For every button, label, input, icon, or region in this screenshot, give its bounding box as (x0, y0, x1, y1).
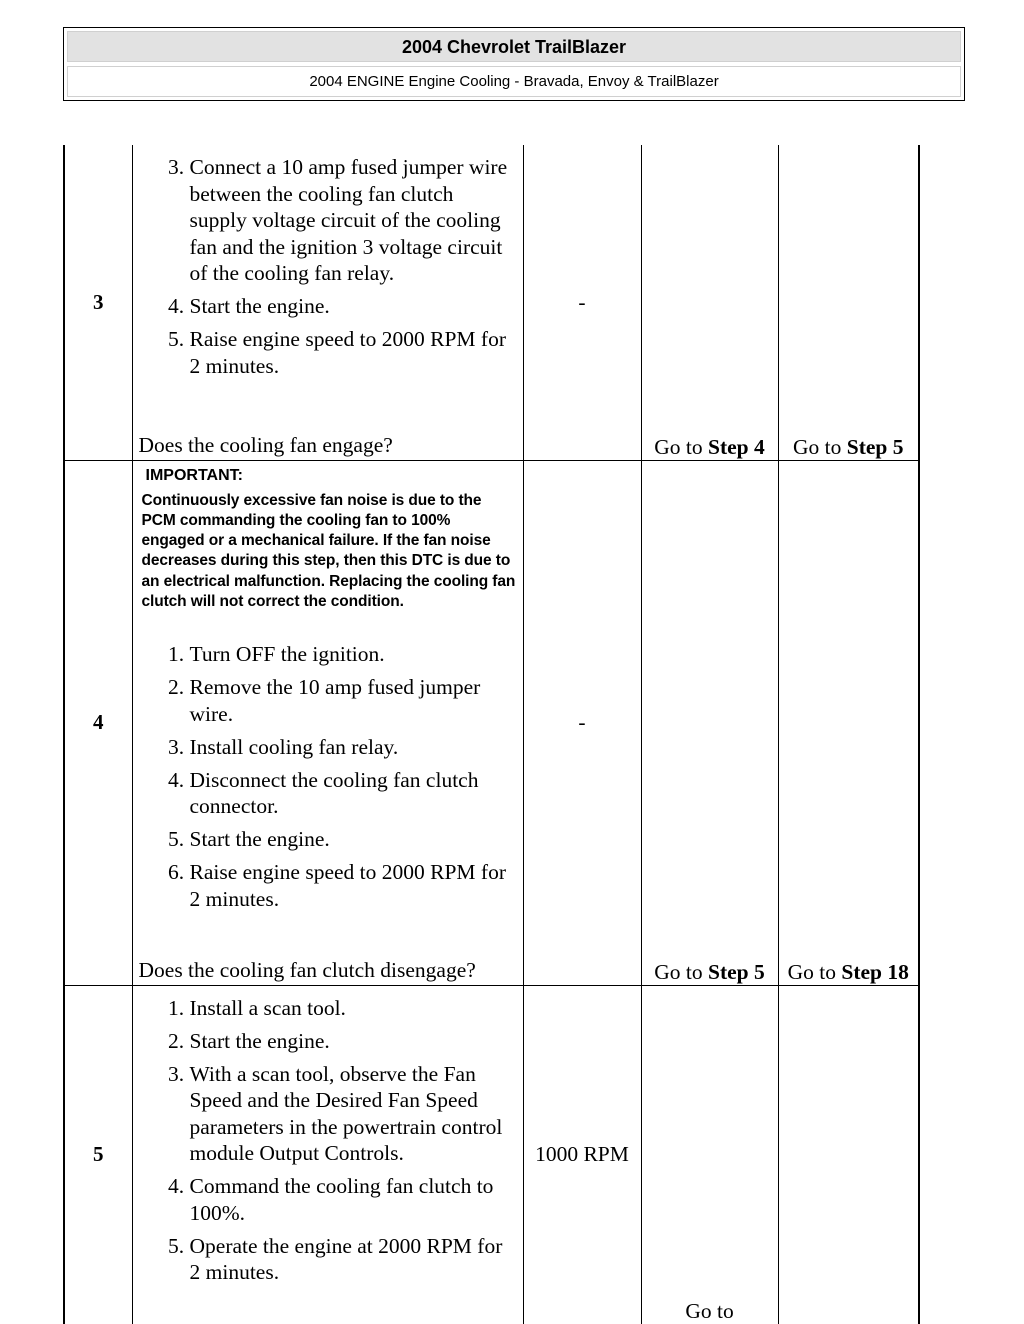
value-cell: - (523, 145, 641, 460)
goto-text: Go to (793, 434, 847, 459)
action-list (133, 145, 523, 379)
action-item: 3. With a scan tool, observe the Fan Speed and the Desired Fan Speed parameters in the powertrain control module Output Controls. (190, 1061, 515, 1167)
action-list (133, 986, 523, 1286)
goto-text: Go to (787, 959, 842, 984)
important-note: Continuously excessive fan noise is due to the PCM commanding the cooling fan to 100% engaged or a mechanical failure. If the fan noise decreases during this step, then this DTC is due to an electrical malfunction. Replacing the cooling fan clutch will not correct the condition. (141, 491, 516, 610)
action-item: 2. Remove the 10 amp fused jumper wire. (190, 674, 515, 727)
action-item: 4. Disconnect the cooling fan clutch connector. (190, 767, 515, 820)
important-label: IMPORTANT: (145, 466, 243, 484)
step-number: 4 (64, 460, 132, 985)
action-item: 1. Turn OFF the ignition. (190, 641, 515, 668)
action-item: 5. Start the engine. (190, 826, 515, 853)
action-item: 3. Connect a 10 amp fused jumper wire between the cooling fan clutch supply voltage circuit of the cooling fan and the ignition 3 voltage circuit of the cooling fan relay. (190, 154, 515, 287)
document-title: 2004 Chevrolet TrailBlazer (67, 31, 961, 62)
goto-step-link[interactable]: Step 5 (708, 959, 765, 984)
action-item: 2. Start the engine. (190, 1028, 515, 1055)
table-row (64, 985, 919, 1324)
no-cell (778, 985, 919, 1324)
yes-cell (641, 145, 778, 460)
action-cell (132, 145, 523, 460)
goto-text: Go to (654, 434, 708, 459)
action-list (133, 612, 523, 912)
yes-cell (641, 985, 778, 1324)
page-header (63, 27, 965, 101)
action-item: 3. Install cooling fan relay. (190, 734, 515, 761)
action-cell (132, 985, 523, 1324)
no-cell (778, 460, 919, 985)
value-cell: 1000 RPM (523, 985, 641, 1324)
action-cell (132, 460, 523, 985)
yes-cell (641, 460, 778, 985)
action-item: 5. Operate the engine at 2000 RPM for 2 minutes. (190, 1233, 515, 1286)
action-item: 5. Raise engine speed to 2000 RPM for 2 minutes. (190, 326, 515, 379)
action-item: 6. Raise engine speed to 2000 RPM for 2 minutes. (190, 859, 515, 912)
question-text: Does the cooling fan clutch disengage? (138, 957, 476, 982)
goto-text: Go to (685, 1299, 734, 1323)
goto-step-link[interactable]: Step 18 (841, 959, 909, 984)
value-cell: - (523, 460, 641, 985)
table-row (64, 460, 919, 985)
document-subtitle: 2004 ENGINE Engine Cooling - Bravada, Envoy & TrailBlazer (67, 66, 961, 97)
action-item: 4. Command the cooling fan clutch to 100%. (190, 1173, 515, 1226)
goto-text: Go to (654, 959, 708, 984)
question-text: Does the cooling fan engage? (138, 432, 393, 457)
action-item: 1. Install a scan tool. (190, 995, 515, 1022)
no-cell (778, 145, 919, 460)
table-row (64, 145, 919, 460)
step-number: 3 (64, 145, 132, 460)
action-item: 4. Start the engine. (190, 293, 515, 320)
diagnostic-table (63, 145, 920, 1324)
goto-step-link[interactable]: Step 4 (708, 434, 765, 459)
goto-step-link[interactable]: Step 5 (846, 434, 904, 459)
step-number: 5 (64, 985, 132, 1324)
